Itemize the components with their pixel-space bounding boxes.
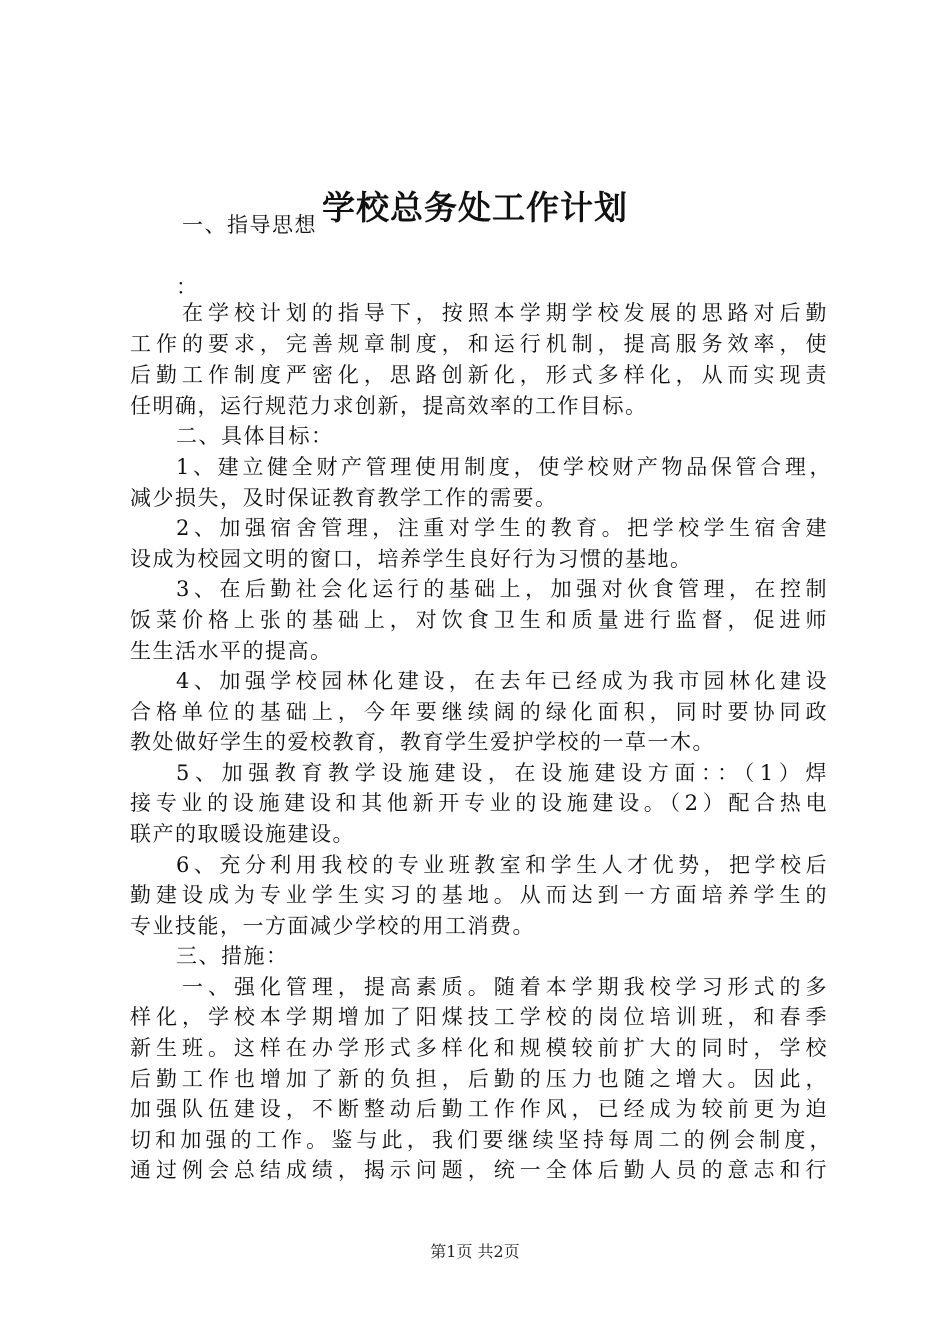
text-line: 工作的要求，完善规章制度，和运行机制，提高服务效率，使 bbox=[130, 332, 828, 356]
text-line: 加强队伍建设，不断整动后勤工作作风，已经成为较前更为迫 bbox=[130, 1097, 828, 1121]
document-title: 学校总务处工作计划 bbox=[322, 188, 628, 227]
text-line: 减少损失，及时保证教育教学工作的需要。 bbox=[130, 486, 558, 510]
text-line: 1、建立健全财产管理使用制度，使学校财产物品保管合理， bbox=[176, 455, 832, 479]
text-line: 在学校计划的指导下，按照本学期学校发展的思路对后勤 bbox=[182, 301, 828, 325]
text-line: 生生活水平的提高。 bbox=[130, 639, 333, 663]
text-line: ： bbox=[176, 275, 199, 299]
text-line: 专业技能，一方面减少学校的用工消费。 bbox=[130, 914, 535, 938]
text-line: 后勤工作也增加了新的负担，后勤的压力也随之增大。因此， bbox=[130, 1067, 828, 1091]
text-line: 新生班。这样在办学形式多样化和规模较前扩大的同时，学校 bbox=[130, 1036, 828, 1060]
text-line: 联产的取暖设施建设。 bbox=[130, 822, 355, 846]
text-line: 接专业的设施建设和其他新开专业的设施建设。（2）配合热电 bbox=[130, 791, 828, 815]
text-line: 饭菜价格上张的基础上，对饮食卫生和质量进行监督，促进师 bbox=[130, 608, 828, 632]
text-line: 3、在后勤社会化运行的基础上，加强对伙食管理，在控制 bbox=[176, 577, 828, 601]
text-line: 一、指导思想 bbox=[182, 213, 317, 237]
page-footer: 第1页 共2页 bbox=[430, 1242, 520, 1261]
text-line: 任明确，运行规范力求创新，提高效率的工作目标。 bbox=[130, 394, 648, 418]
text-line: 合格单位的基础上，今年要继续阔的绿化面积，同时要协同政 bbox=[130, 700, 828, 724]
text-line: 后勤工作制度严密化，思路创新化，形式多样化，从而实现责 bbox=[130, 363, 828, 387]
text-line: 5、加强教育教学设施建设，在设施建设方面：：（1）焊 bbox=[176, 761, 828, 785]
text-line: 一、强化管理，提高素质。随着本学期我校学习形式的多 bbox=[182, 975, 828, 999]
text-line: 通过例会总结成绩，揭示问题，统一全体后勤人员的意志和行 bbox=[130, 1158, 828, 1182]
text-line: 切和加强的工作。鉴与此，我们要继续坚持每周二的例会制度， bbox=[130, 1128, 832, 1152]
text-line: 勤建设成为专业学生实习的基地。从而达到一方面培养学生的 bbox=[130, 883, 828, 907]
text-line: 2、加强宿舍管理，注重对学生的教育。把学校学生宿舍建 bbox=[176, 516, 828, 540]
text-line: 设成为校园文明的窗口，培养学生良好行为习惯的基地。 bbox=[130, 547, 693, 571]
text-line: 4、加强学校园林化建设，在去年已经成为我市园林化建设 bbox=[176, 669, 828, 693]
text-line: 样化，学校本学期增加了阳煤技工学校的岗位培训班，和春季 bbox=[130, 1005, 828, 1029]
text-line: 三、措施： bbox=[176, 944, 289, 968]
text-line: 6、充分利用我校的专业班教室和学生人才优势，把学校后 bbox=[176, 853, 828, 877]
text-line: 二、具体目标： bbox=[176, 424, 334, 448]
text-line: 教处做好学生的爱校教育，教育学生爱护学校的一草一木。 bbox=[130, 730, 715, 754]
